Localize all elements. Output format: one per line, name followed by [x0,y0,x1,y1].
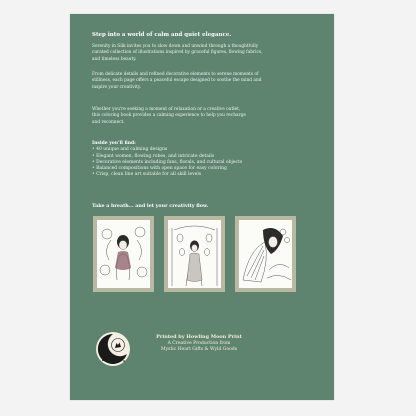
howling-moon-logo [94,330,132,368]
list-item: • Decorative elements including fans, florals, and cultural objects [92,159,243,165]
preview-image-woman-fan [235,216,296,292]
intro-paragraph-1 [92,44,320,63]
intro-line: and reconnect. [92,119,125,125]
line-art-illustration [97,220,150,288]
list-item: • Crisp, clean line art suitable for all skill levels [92,172,202,178]
list-item: • Elegant women, flowing robes, and intricate details [92,153,215,159]
intro-line: From delicate details and refined decorative elements to serene moments of [92,72,259,77]
intro-line: this coloring book provides a calming experience to help you recharge [92,113,246,119]
intro-line: and timeless beauty. [92,56,137,62]
intro-line: Whether you're seeking a moment of relaxation or a creative outlet, [92,107,241,112]
publisher-credit [132,334,266,353]
inside-heading: Inside you'll find: [92,141,136,146]
preview-image-woman-florals [93,216,154,292]
closing-line: Take a breath… and let your creativity flow. [92,203,209,209]
intro-paragraph-2 [92,72,320,91]
creative-production-line: A Creative Production from [167,341,231,346]
intro-line: curated collection of illustrations inspired by graceful figures, flowing fabrics, [92,50,263,56]
back-cover [70,14,334,400]
intro-line: inspire your creativity. [92,84,142,90]
intro-paragraph-3 [92,107,320,126]
intro-line: stillness, each page offers a peaceful escape designed to soothe the mind and [92,78,262,84]
cover-heading: Step into a world of calm and quiet elegance. [92,32,232,38]
printed-by-line: Printed by Howling Moon Print [156,334,242,340]
producer-line: Mystic Heart Gifts & Wyld Goods [160,347,238,352]
line-art-illustration [239,220,292,288]
line-art-illustration [168,220,221,288]
preview-image-woman-lanterns [164,216,225,292]
inside-list [92,141,320,179]
list-item: • 40 unique and calming designs [92,147,168,153]
list-item: • Balanced compositions with open space for easy coloring [92,166,227,172]
intro-line: Serenity in Silk invites you to slow down and unwind through a thoughtfully [92,44,259,49]
